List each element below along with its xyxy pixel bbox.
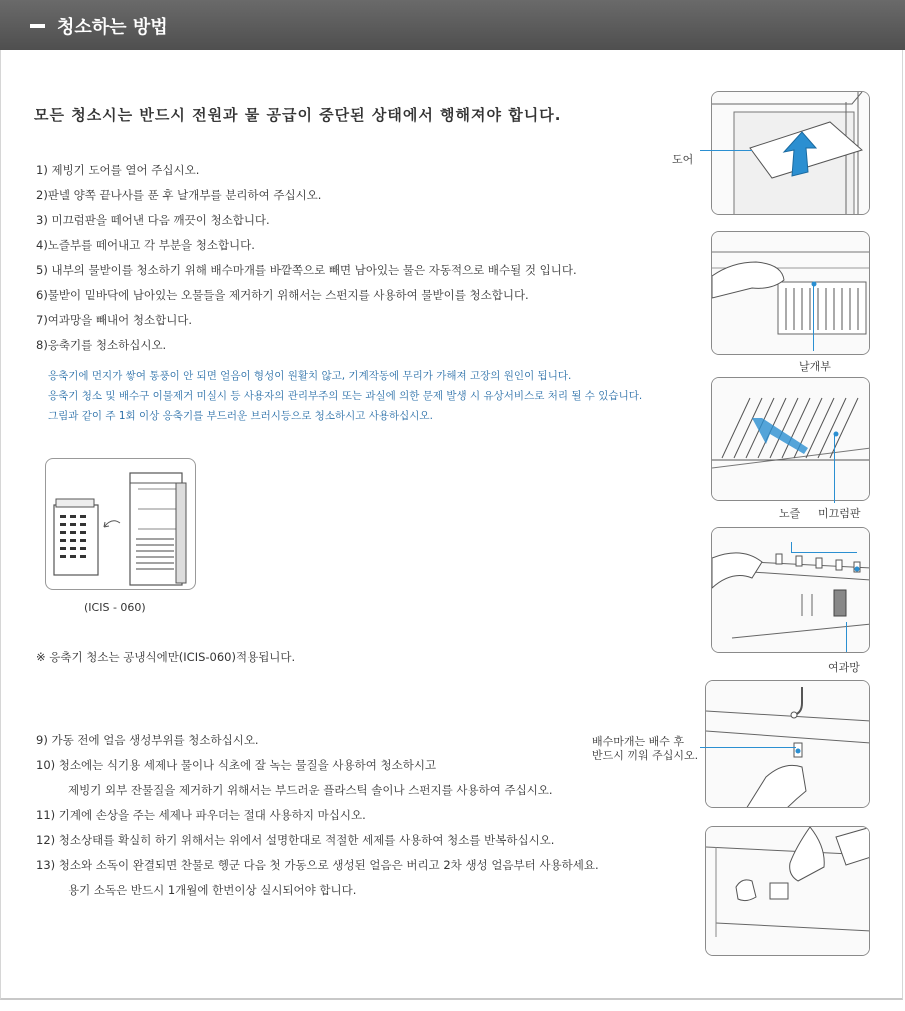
step-item: 11) 기계에 손상을 주는 세제나 파우더는 절대 사용하지 마십시오. bbox=[36, 808, 366, 822]
step-item: 5) 내부의 물받이를 청소하기 위해 배수마개를 바깥쪽으로 빼면 남아있는 물은 자동적으로 배수될 것 입니다. bbox=[36, 263, 577, 277]
drain-label-line2: 반드시 끼워 주십시오. bbox=[592, 749, 699, 762]
step-item: 10) 청소에는 식기용 세제나 물이나 식초에 잘 녹는 물질을 사용하여 청소하시고 bbox=[36, 758, 437, 772]
section-header bbox=[0, 0, 905, 50]
step-item: 용기 소독은 반드시 1개월에 한번이상 실시되어야 합니다. bbox=[68, 883, 357, 897]
door-label: 도어 bbox=[672, 153, 694, 166]
reinsert-photo bbox=[705, 826, 870, 956]
step-item: 7)여과망을 빼내어 청소합니다. bbox=[36, 313, 193, 327]
filter-leader bbox=[846, 622, 847, 652]
nozzle-leader-v bbox=[791, 542, 792, 552]
nozzle-label: 노즐 bbox=[779, 507, 801, 520]
dash-icon bbox=[30, 24, 45, 28]
step-item: 3) 미끄럼판을 떼어낸 다음 깨끗이 청소합니다. bbox=[36, 213, 270, 227]
condenser-note-line: 그림과 같이 주 1회 이상 응축기를 부드러운 브러시등으로 청소하시고 사용하십시오. bbox=[48, 410, 433, 422]
safety-headline: 모든 청소시는 반드시 전원과 물 공급이 중단된 상태에서 행해져야 합니다. bbox=[34, 106, 562, 124]
condenser-note-line: 응축기 청소 및 배수구 이물제거 미실시 등 사용자의 관리부주의 또는 과실에 의한 문제 발생 시 유상서비스로 처리 될 수 있습니다. bbox=[48, 390, 643, 402]
slide-plate-leader bbox=[834, 433, 835, 503]
drain-label-line1: 배수마개는 배수 후 bbox=[592, 735, 685, 748]
nozzle-photo bbox=[711, 377, 870, 501]
step-item: 8)응축기를 청소하십시오. bbox=[36, 338, 167, 352]
step-item: 13) 청소와 소독이 완결되면 찬물로 헹군 다음 첫 가동으로 생성된 얼음은 버리고 2차 생성 얼음부터 사용하세요. bbox=[36, 858, 599, 872]
section-title: 청소하는 방법 bbox=[57, 17, 168, 38]
condenser-note-line: 응축기에 먼지가 쌓여 통풍이 안 되면 얼음이 형성이 원활치 않고, 기계작동에 무리가 가해져 고장의 원인이 됩니다. bbox=[48, 370, 572, 382]
step-item: 6)물받이 밑바닥에 남아있는 오물들을 제거하기 위해서는 스펀지를 사용하여 물받이를 청소합니다. bbox=[36, 288, 529, 302]
wing-label: 날개부 bbox=[799, 360, 831, 373]
wing-leader bbox=[813, 283, 814, 351]
step-item: 12) 청소상태를 확실히 하기 위해서는 위에서 설명한대로 적절한 세제를 사용하여 청소를 반복하십시오. bbox=[36, 833, 555, 847]
nozzle-leader-h bbox=[791, 552, 857, 553]
step-item: 1) 제빙기 도어를 열어 주십시오. bbox=[36, 163, 200, 177]
step-item: 2)판넬 양쪽 끝나사를 푼 후 날개부를 분리하여 주십시오. bbox=[36, 188, 322, 202]
door-leader bbox=[700, 150, 752, 151]
door-photo bbox=[711, 91, 870, 215]
filter-label: 여과망 bbox=[828, 661, 860, 674]
step-item: 9) 가동 전에 얼음 생성부위를 청소하십시오. bbox=[36, 733, 259, 747]
condenser-illustration bbox=[45, 458, 196, 590]
wing-photo bbox=[711, 231, 870, 355]
step-item: 제빙기 외부 잔물질을 제거하기 위해서는 부드러운 플라스틱 솔이나 스펀지를 사용하여 주십시오. bbox=[68, 783, 553, 797]
step-item: 4)노즐부를 떼어내고 각 부분을 청소합니다. bbox=[36, 238, 255, 252]
drain-photo bbox=[705, 680, 870, 808]
slide-plate-label: 미끄럼판 bbox=[818, 507, 861, 520]
model-note: ※ 응축기 청소는 공냉식에만(ICIS-060)적용됩니다. bbox=[36, 650, 296, 664]
model-caption: (ICIS - 060) bbox=[84, 601, 146, 614]
drain-leader bbox=[700, 747, 796, 748]
